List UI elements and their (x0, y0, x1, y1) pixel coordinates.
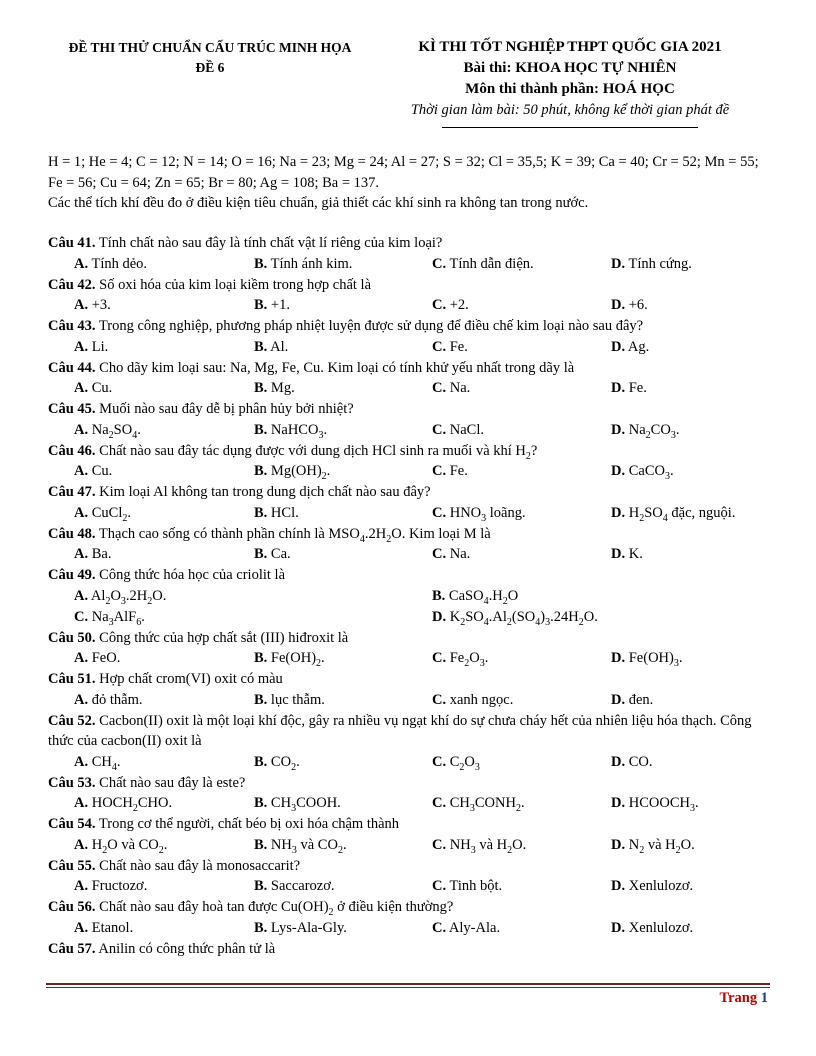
answer-option (432, 254, 534, 275)
page-label: Trang (719, 990, 758, 1006)
option-letter: B. (254, 255, 268, 272)
option-letter: C. (432, 795, 447, 811)
answer-option (74, 337, 108, 358)
answer-option (254, 876, 335, 897)
exam-duration: Thời gian làm bài: 50 phút, không kể thời gian phát đề (410, 102, 730, 118)
option-letter: A. (74, 463, 89, 479)
option-letter: D. (611, 463, 626, 479)
option-text: $Na_3AlF_6$. (88, 608, 145, 628)
question-block (48, 711, 770, 773)
answer-option (432, 544, 470, 565)
question-block (48, 482, 770, 524)
answer-option (254, 461, 330, 482)
option-text: Tính dẻo. (88, 255, 148, 272)
answer-option (74, 295, 111, 316)
answer-option (611, 420, 679, 441)
header-right (380, 37, 760, 121)
option-letter: A. (74, 421, 89, 438)
option-text: $CH_4$. (88, 753, 121, 773)
header-divider (442, 127, 698, 128)
exam-title: KÌ THI TỐT NGHIỆP THPT QUỐC GIA 2021 (418, 39, 722, 55)
question-stem (48, 275, 770, 296)
exam-number: ĐỀ 6 (195, 60, 225, 75)
question-block (48, 628, 770, 670)
option-letter: B. (254, 421, 268, 438)
option-letter: B. (254, 338, 268, 355)
option-letter: A. (74, 380, 89, 396)
question-number: Câu 45. (48, 401, 96, 417)
option-text: K. (625, 546, 643, 562)
options-row (48, 918, 770, 939)
question-text: Tính chất nào sau đây là tính chất vật lí riêng của kim loại? (95, 235, 443, 251)
option-text: Etanol. (88, 919, 134, 936)
options-row (48, 876, 770, 897)
answer-option (254, 544, 291, 565)
answer-option (611, 378, 647, 399)
option-text: Tính ánh kim. (267, 255, 353, 272)
option-letter: C. (432, 546, 447, 562)
question-text: Chất nào sau đây tác dụng được với dung dịch HCl sinh ra muối và khí $H_2$? (95, 442, 538, 462)
options-row (48, 337, 770, 358)
option-letter: C. (432, 836, 447, 853)
answer-option (432, 607, 598, 628)
question-block (48, 856, 770, 898)
option-letter: B. (254, 919, 268, 936)
question-number: Câu 55. (48, 857, 96, 874)
question-block (48, 233, 770, 275)
gas-note: Các thể tích khí đều đo ở điều kiện tiêu chuẩn, giả thiết các khí sinh ra không tan trong nước. (48, 195, 589, 211)
question-text: Muối nào sau đây dễ bị phân hủy bởi nhiệt? (95, 401, 354, 417)
question-number: Câu 41. (48, 235, 96, 251)
option-text: Na. (446, 380, 471, 396)
option-letter: D. (611, 878, 626, 894)
option-letter: A. (74, 255, 89, 272)
option-text: Xenlulozơ. (625, 919, 694, 936)
option-letter: C. (432, 380, 447, 396)
option-letter: C. (432, 878, 447, 894)
question-number: Câu 56. (48, 899, 96, 915)
option-letter: A. (74, 650, 89, 666)
option-text: $Fe(OH)_3$. (625, 650, 683, 669)
option-letter: B. (254, 836, 268, 853)
question-number: Câu 47. (48, 484, 96, 500)
question-text: Hợp chất crom(VI) oxit có màu (95, 671, 283, 687)
option-text: Fe. (446, 463, 468, 479)
option-letter: C. (432, 504, 447, 521)
options-row (48, 690, 770, 711)
options-row (48, 254, 770, 275)
question-text: Số oxi hóa của kim loại kiềm trong hợp chất là (95, 276, 372, 293)
option-letter: B. (432, 587, 446, 604)
option-letter: D. (611, 421, 626, 438)
header-left (50, 38, 370, 78)
option-text: $Fe_2O_3$. (446, 650, 489, 669)
question-number: Câu 57. (48, 940, 96, 957)
answer-option (74, 378, 112, 399)
option-text: $CaSO_4.H_2O$ (445, 587, 519, 607)
option-letter: C. (432, 421, 447, 438)
option-text: $Mg(OH)_2$. (267, 463, 331, 482)
question-stem (48, 628, 770, 649)
option-text: HCl. (267, 504, 299, 521)
option-text: lục thẫm. (267, 691, 325, 708)
answer-option (74, 876, 147, 897)
question-stem (48, 524, 770, 545)
option-text: +1. (267, 297, 290, 313)
question-text: Kim loại Al không tan trong dung dịch chất nào sau đây? (95, 484, 431, 500)
option-letter: C. (74, 608, 89, 625)
option-letter: B. (254, 546, 268, 562)
option-letter: B. (254, 878, 268, 894)
option-text: Saccarozơ. (267, 878, 335, 894)
option-text: xanh ngọc. (446, 691, 514, 708)
option-letter: A. (74, 587, 89, 604)
question-number: Câu 48. (48, 525, 96, 542)
option-letter: D. (611, 338, 626, 355)
option-letter: D. (611, 504, 626, 521)
option-letter: B. (254, 795, 268, 811)
option-letter: D. (611, 546, 626, 562)
question-block (48, 358, 770, 400)
question-stem (48, 856, 770, 877)
option-letter: D. (611, 919, 626, 936)
answer-option (611, 544, 643, 565)
question-number: Câu 51. (48, 671, 96, 687)
footer-divider-thin (46, 987, 770, 988)
option-text: $Al_2O_3.2H_2O$. (88, 587, 167, 607)
question-list (48, 233, 770, 959)
answer-option (611, 690, 653, 711)
option-text: $HNO_3$ loãng. (446, 504, 526, 524)
question-block (48, 773, 770, 815)
question-block (48, 275, 770, 317)
option-text: $CH_3CONH_2$. (446, 795, 525, 814)
question-block (48, 897, 770, 939)
question-block (48, 939, 770, 960)
option-text: Cu. (88, 380, 113, 396)
question-stem (48, 316, 770, 337)
option-text: Tính cứng. (625, 255, 692, 272)
answer-option (74, 690, 142, 711)
option-letter: D. (611, 836, 626, 853)
option-text: FeO. (88, 650, 121, 666)
option-text: $Na_2CO_3$. (625, 421, 680, 441)
options-row (48, 648, 770, 669)
answer-option (611, 254, 692, 275)
option-letter: C. (432, 753, 447, 770)
answer-option (254, 690, 325, 711)
option-text: Ag. (625, 338, 650, 355)
question-text: Công thức của hợp chất sắt (III) hiđroxit là (95, 629, 349, 646)
option-text: đỏ thẫm. (88, 691, 143, 708)
option-letter: C. (432, 650, 447, 666)
answer-option (611, 503, 735, 524)
answer-option (74, 420, 141, 441)
question-stem (48, 939, 770, 960)
option-letter: A. (74, 297, 89, 313)
exam-subject-group: Bài thi: KHOA HỌC TỰ NHIÊN (463, 60, 677, 76)
question-block (48, 565, 770, 628)
question-number: Câu 44. (48, 359, 96, 376)
option-text: $K_2SO_4.Al_2(SO_4)_3.24H_2O$. (446, 608, 598, 628)
answer-option (74, 254, 147, 275)
option-text: Li. (88, 338, 109, 355)
option-text: $H_2O$ và $CO_2$. (88, 836, 168, 856)
answer-option (432, 876, 502, 897)
question-number: Câu 46. (48, 442, 96, 459)
option-letter: C. (432, 919, 447, 936)
question-number: Câu 43. (48, 318, 96, 334)
options-row (48, 835, 770, 856)
option-letter: B. (254, 753, 268, 770)
option-letter: B. (254, 504, 268, 521)
option-text: $H_2SO_4$ đặc, nguội. (625, 504, 736, 524)
option-letter: A. (74, 546, 89, 562)
question-text: Chất nào sau đây là este? (95, 774, 246, 791)
options-row (48, 461, 770, 482)
atomic-masses: H = 1; He = 4; C = 12; N = 14; O = 16; Na = 23; Mg = 24; Al = 27; S = 32; Cl = 35,5; K = 39; Ca = 40; Cr = 52; Mn = 55; Fe = 56; Cu = 64; Zn = 65; Br = 80; Ag = 108; Ba = 137. (48, 154, 759, 191)
question-block (48, 814, 770, 856)
option-letter: D. (611, 297, 626, 313)
option-text: $CO_2$. (267, 753, 300, 773)
option-letter: D. (611, 753, 626, 770)
answer-option (611, 835, 695, 856)
option-letter: B. (254, 463, 268, 479)
option-letter: C. (432, 297, 447, 313)
answer-option (611, 793, 699, 814)
answer-option (74, 607, 145, 628)
question-stem (48, 441, 770, 462)
answer-option (254, 918, 347, 939)
answer-option (74, 793, 172, 814)
answer-option (432, 420, 484, 441)
option-text: $NH_3$ và $CO_2$. (267, 836, 347, 856)
question-text: Công thức hóa học của criolit là (95, 567, 286, 583)
option-text: Mg. (267, 380, 295, 396)
option-letter: B. (254, 297, 268, 313)
option-text: Fe. (446, 338, 468, 355)
question-stem (48, 814, 770, 835)
answer-option (254, 793, 341, 814)
option-letter: B. (254, 650, 268, 666)
question-text: Trong công nghiệp, phương pháp nhiệt luyện được sử dụng để điều chế kim loại nào sau đây? (95, 318, 644, 334)
question-text: Chất nào sau đây là monosaccarit? (95, 857, 301, 874)
answer-option (432, 648, 488, 669)
answer-option (432, 835, 526, 856)
option-text: $NH_3$ và $H_2O$. (446, 836, 527, 856)
option-text: Fructozơ. (88, 878, 148, 894)
answer-option (74, 503, 131, 524)
option-text: $Fe(OH)_2$. (267, 650, 325, 669)
option-text: $Na_2SO_4$. (88, 421, 141, 441)
options-row (48, 544, 770, 565)
option-letter: A. (74, 338, 89, 355)
option-text: $C_2O_3$ (446, 753, 480, 773)
option-text: NaHCO$_3$. (267, 421, 328, 441)
options-row (48, 295, 770, 316)
options-row (48, 752, 770, 773)
option-letter: D. (611, 691, 626, 708)
option-letter: D. (611, 255, 626, 272)
exam-series-title: ĐỀ THI THỬ CHUẨN CẤU TRÚC MINH HỌA (68, 40, 352, 55)
answer-option (611, 876, 693, 897)
question-stem (48, 565, 770, 586)
question-text: Trong cơ thể người, chất béo bị oxi hóa chậm thành (95, 816, 400, 832)
option-letter: D. (432, 608, 447, 625)
options-row (48, 607, 770, 628)
question-stem (48, 711, 770, 752)
option-letter: A. (74, 753, 89, 770)
answer-option (74, 648, 120, 669)
answer-option (74, 586, 166, 607)
answer-option (611, 918, 693, 939)
option-letter: D. (611, 795, 626, 811)
option-text: $N_2$ và $H_2O$. (625, 836, 695, 856)
question-stem (48, 773, 770, 794)
option-letter: D. (611, 650, 626, 666)
answer-option (432, 918, 500, 939)
question-number: Câu 54. (48, 816, 96, 832)
option-letter: C. (432, 463, 447, 479)
question-stem (48, 358, 770, 379)
option-text: CuCl$_2$. (88, 504, 131, 524)
option-text: +3. (88, 297, 111, 313)
question-block (48, 524, 770, 566)
question-text: Chất nào sau đây hoà tan được $Cu(OH)_2$ ở điều kiện thường? (95, 899, 454, 918)
answer-option (611, 295, 648, 316)
options-row (48, 503, 770, 524)
option-text: Lys-Ala-Gly. (267, 919, 347, 936)
option-text: NaCl. (446, 421, 484, 438)
option-text: Cu. (88, 463, 113, 479)
option-text: +6. (625, 297, 648, 313)
question-number: Câu 50. (48, 629, 96, 646)
answer-option (611, 752, 653, 773)
answer-option (432, 690, 513, 711)
question-stem (48, 233, 770, 254)
exam-subject: Môn thi thành phần: HOÁ HỌC (465, 81, 675, 97)
answer-option (432, 586, 518, 607)
option-text: Fe. (625, 380, 647, 396)
page-number-value: 1 (760, 990, 768, 1006)
answer-option (432, 378, 470, 399)
answer-option (254, 378, 295, 399)
option-text: Aly-Ala. (446, 919, 501, 936)
answer-option (432, 793, 525, 814)
question-text: Cacbon(II) oxit là một loại khí độc, gây ra nhiều vụ ngạt khí do sự chưa cháy hết của nhiên liệu hóa thạch. Công thức của cacbon(II) oxit là (48, 712, 752, 749)
option-text: $CH_3COOH$. (267, 795, 341, 814)
option-text: Tinh bột. (446, 878, 503, 894)
question-stem (48, 669, 770, 690)
answer-option (74, 752, 121, 773)
option-text: Al. (267, 338, 289, 355)
option-text: CaCO$_3$. (625, 463, 674, 482)
option-text: Ba. (88, 546, 112, 562)
answer-option (74, 544, 111, 565)
option-letter: C. (432, 338, 447, 355)
question-text: Anilin có công thức phân tử là (95, 940, 276, 957)
option-letter: A. (74, 836, 89, 853)
question-number: Câu 49. (48, 567, 96, 583)
option-letter: A. (74, 795, 89, 811)
answer-option (254, 648, 325, 669)
answer-option (432, 503, 526, 524)
answer-option (74, 918, 133, 939)
answer-option (74, 461, 112, 482)
option-letter: A. (74, 878, 89, 894)
option-text: Tính dẫn điện. (446, 255, 534, 272)
option-letter: D. (611, 380, 626, 396)
question-text: Thạch cao sống có thành phần chính là $MSO_4.2H_2O$. Kim loại M là (95, 525, 491, 545)
answer-option (432, 295, 469, 316)
option-letter: B. (254, 380, 268, 396)
intro-block (48, 152, 770, 214)
answer-option (432, 461, 468, 482)
answer-option (74, 835, 167, 856)
answer-option (254, 503, 299, 524)
page-number (720, 990, 768, 1007)
option-letter: A. (74, 919, 89, 936)
answer-option (254, 337, 288, 358)
question-stem (48, 482, 770, 503)
answer-option (611, 337, 649, 358)
option-text: Xenlulozơ. (625, 878, 694, 894)
answer-option (611, 461, 674, 482)
option-text: đen. (625, 691, 654, 708)
option-text: Ca. (267, 546, 291, 562)
answer-option (611, 648, 682, 669)
answer-option (254, 295, 290, 316)
option-letter: C. (432, 691, 447, 708)
answer-option (432, 752, 480, 773)
options-row (48, 420, 770, 441)
answer-option (432, 337, 468, 358)
options-row (48, 793, 770, 814)
footer-divider (46, 983, 770, 985)
question-stem (48, 399, 770, 420)
option-letter: B. (254, 691, 268, 708)
options-row (48, 586, 770, 607)
option-text: Na. (446, 546, 471, 562)
question-number: Câu 53. (48, 774, 96, 791)
option-letter: C. (432, 255, 447, 272)
question-block (48, 316, 770, 358)
option-text: $HOCH_2CHO$. (88, 795, 173, 814)
options-row (48, 378, 770, 399)
answer-option (254, 420, 327, 441)
question-block (48, 399, 770, 441)
option-letter: A. (74, 504, 89, 521)
question-number: Câu 52. (48, 712, 96, 729)
question-stem (48, 897, 770, 918)
question-block (48, 441, 770, 483)
answer-option (254, 835, 347, 856)
question-text: Cho dãy kim loại sau: Na, Mg, Fe, Cu. Kim loại có tính khử yếu nhất trong dãy là (95, 359, 575, 376)
option-text: +2. (446, 297, 469, 313)
option-letter: A. (74, 691, 89, 708)
answer-option (254, 752, 300, 773)
option-text: $HCOOCH_3$. (625, 795, 699, 814)
option-text: CO. (625, 753, 653, 770)
answer-option (254, 254, 352, 275)
question-block (48, 669, 770, 711)
question-number: Câu 42. (48, 276, 96, 293)
